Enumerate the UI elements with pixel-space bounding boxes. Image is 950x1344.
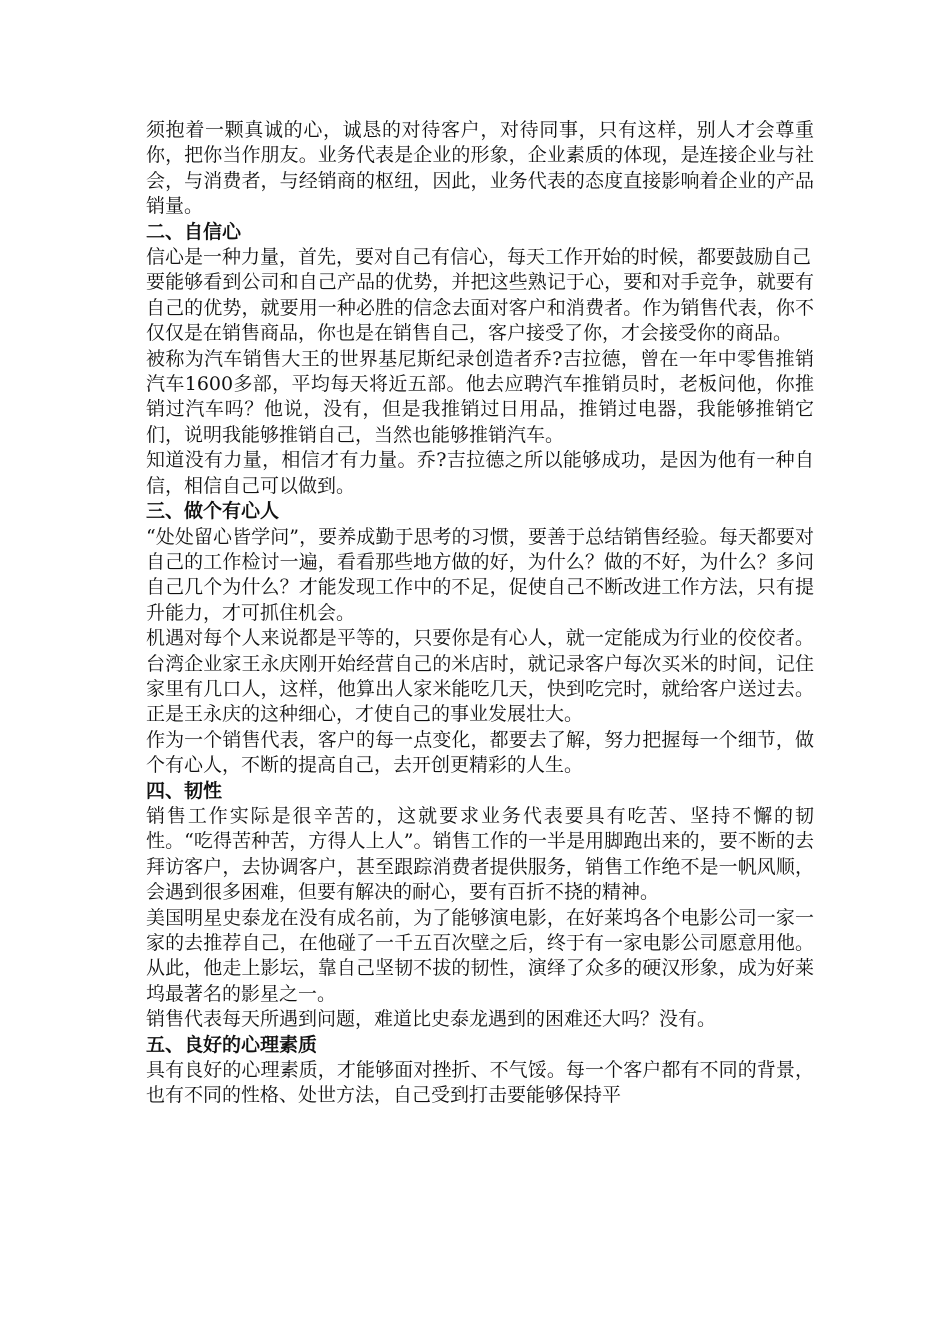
section-heading: 五、良好的心理素质: [146, 1033, 318, 1056]
paragraph: 须抱着一颗真诚的心，诚恳的对待客户，对待同事，只有这样，别人才会尊重你，把你当作朋友。业务代表是企业的形象，企业素质的体现，是连接企业与社会，与消费者，与经销商的枢纽，因此，业务代表的态度直接影响着企业的产品销量。: [146, 119, 814, 218]
section-heading: 四、韧性: [146, 779, 223, 802]
section-heading: 三、做个有心人: [146, 500, 280, 523]
paragraph: 销售代表每天所遇到问题，难道比史泰龙遇到的困难还大吗？没有。: [146, 1008, 717, 1031]
paragraph: 作为一个销售代表，客户的每一点变化，都要去了解，努力把握每一个细节，做个有心人，不断的提高自己，去开创更精彩的人生。: [146, 728, 814, 777]
paragraph: 知道没有力量，相信才有力量。乔?吉拉德之所以能够成功，是因为他有一种自信，相信自己可以做到。: [146, 449, 814, 497]
paragraph: 信心是一种力量，首先，要对自己有信心，每天工作开始的时候，都要鼓励自己: [146, 246, 812, 269]
paragraph: 美国明星史泰龙在没有成名前，为了能够演电影，在好莱坞各个电影公司一家一家的去推荐自己，在他碰了一千五百次壁之后，终于有一家电影公司愿意用他。从此，他走上影坛，靠自己坚韧不拔的韧性，演绎了众多的硬汉形象，成为好莱坞最著名的影星之一。: [146, 906, 814, 1005]
paragraph: 被称为汽车销售大王的世界基尼斯纪录创造者乔?吉拉德，曾在一年中零售推销汽车1600多部，平均每天将近五部。他去应聘汽车推销员时，老板问他，你推销过汽车吗？他说，没有，但是我推销过日用品，推销过电器，我能够推销它们，说明我能够推销自己，当然也能够推销汽车。: [146, 347, 814, 446]
paragraph: 机遇对每个人来说都是平等的，只要你是有心人，就一定能成为行业的佼佼者。台湾企业家王永庆刚开始经营自己的米店时，就记录客户每次买米的时间，记住家里有几口人，这样，他算出人家米能吃几天，快到吃完时，就给客户送过去。正是王永庆的这种细心，才使自己的事业发展壮大。: [146, 627, 814, 726]
paragraph: 具有良好的心理素质，才能够面对挫折、不气馁。每一个客户都有不同的背景，也有不同的性格、处世方法，自己受到打击要能够保持平: [146, 1059, 814, 1107]
document-body: [146, 118, 814, 1109]
paragraph: 要能够看到公司和自己产品的优势，并把这些熟记于心，要和对手竞争，就要有自己的优势，就要用一种必胜的信念去面对客户和消费者。作为销售代表，你不仅仅是在销售商品，你也是在销售自己，客户接受了你，才会接受你的商品。: [146, 271, 814, 345]
paragraph: “处处留心皆学问”，要养成勤于思考的习惯，要善于总结销售经验。每天都要对自己的工作检讨一遍，看看那些地方做的好，为什么？做的不好，为什么？多问自己几个为什么？才能发现工作中的不足，促使自己不断改进工作方法，只有提升能力，才可抓住机会。: [146, 525, 814, 624]
section-heading: 二、自信心: [146, 220, 242, 243]
paragraph: 销售工作实际是很辛苦的，这就要求业务代表要具有吃苦、坚持不懈的韧性。“吃得苦种苦，方得人上人”。销售工作的一半是用脚跑出来的，要不断的去拜访客户，去协调客户，甚至跟踪消费者提供服务，销售工作绝不是一帆风顺，会遇到很多困难，但要有解决的耐心，要有百折不挠的精神。: [146, 804, 814, 904]
